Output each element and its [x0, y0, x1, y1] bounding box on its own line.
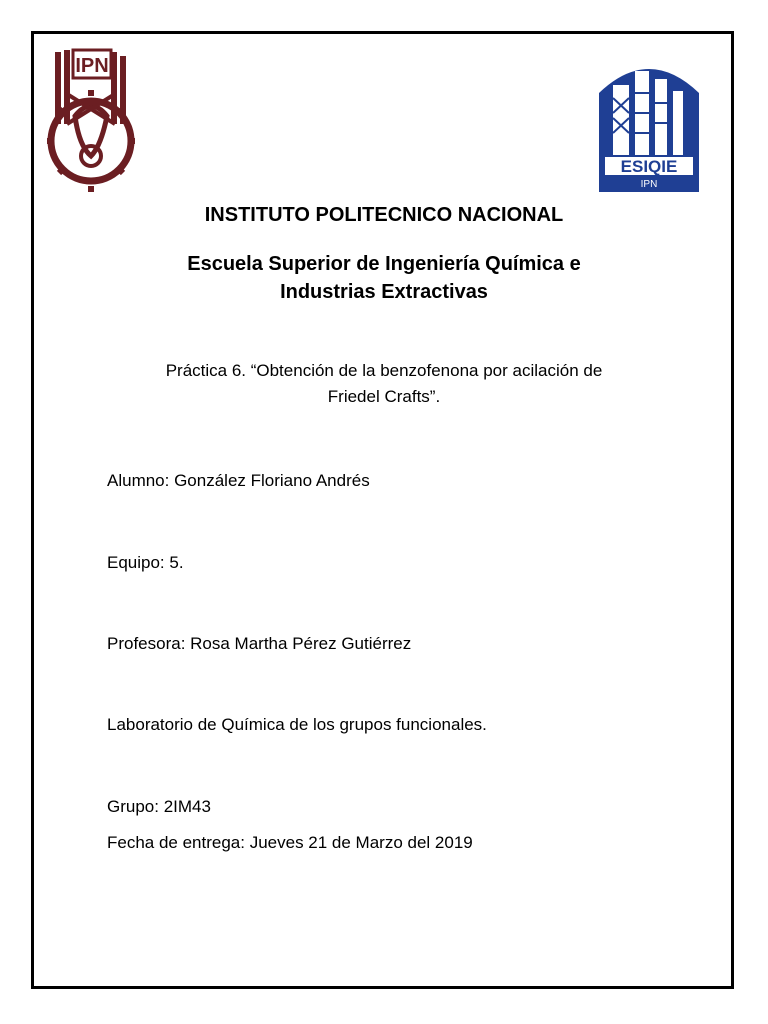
practice-title-line2: Friedel Crafts”.: [327, 387, 441, 406]
school-name: [60, 250, 708, 306]
school-name-line2: Industrias Extractivas: [280, 281, 488, 303]
school-name-line1: Escuela Superior de Ingeniería Química e: [187, 253, 581, 275]
professor-name: Profesora: Rosa Martha Pérez Gutiérrez: [107, 634, 412, 653]
laboratory-name: Laboratorio de Química de los grupos funcionales.: [107, 715, 487, 734]
practice-title-line1: Práctica 6. “Obtención de la benzofenona por acilación de: [165, 361, 603, 380]
svg-text:IPN: IPN: [75, 55, 109, 77]
group-name: Grupo: 2IM43: [107, 797, 211, 816]
due-date: Fecha de entrega: Jueves 21 de Marzo del 2019: [107, 833, 473, 852]
practice-title: [60, 358, 708, 410]
svg-text:IPN: IPN: [640, 179, 658, 190]
esiqie-logo-icon: [599, 53, 699, 192]
student-name: Alumno: González Floriano Andrés: [107, 471, 370, 490]
svg-text:ESIQIE: ESIQIE: [620, 157, 678, 176]
ipn-logo-icon: [45, 46, 137, 196]
team-number: Equipo: 5.: [107, 553, 184, 572]
institution-title: INSTITUTO POLITECNICO NACIONAL: [204, 204, 564, 226]
